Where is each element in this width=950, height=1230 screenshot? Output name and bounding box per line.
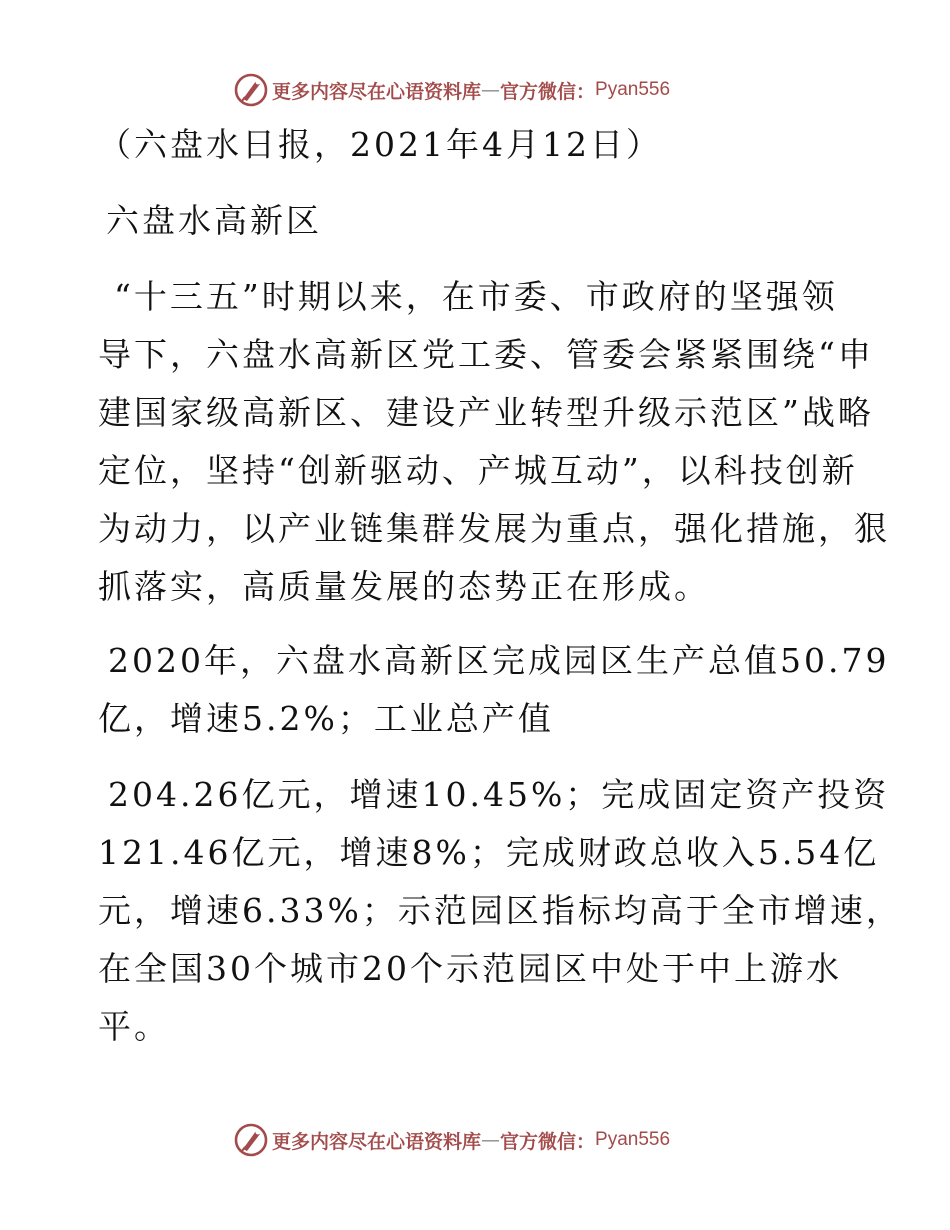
paragraph-2 [98, 632, 890, 748]
paragraph-line: 平。 [98, 1007, 170, 1046]
section-heading [106, 192, 866, 250]
paragraph-line: 定位，坚持“创新驱动、产城互动”，以科技创新 [98, 451, 858, 490]
paragraph-1 [98, 268, 890, 616]
watermark-separator: — [481, 1129, 501, 1151]
quill-pen-logo-icon [234, 73, 268, 107]
paragraph-line: 2020年，六盘水高新区完成园区生产总值50.79 [108, 641, 890, 680]
paragraph-line: 为动力，以产业链集群发展为重点，强化措施，狠 [98, 509, 890, 548]
source-line [98, 116, 858, 174]
paragraph-line: 导下，六盘水高新区党工委、管委会紧紧围绕“申 [98, 335, 874, 374]
footer-watermark [234, 1122, 670, 1158]
watermark-main-text: 更多内容尽在心语资料库 [272, 80, 482, 103]
quill-pen-logo-icon [234, 1123, 268, 1157]
paragraph-line: 元，增速6.33%；示范园区指标均高于全市增速， [98, 891, 902, 930]
paragraph-line: 121.46亿元，增速8%；完成财政总收入5.54亿 [98, 833, 880, 872]
watermark-wechat-id: Pyan556 [595, 1129, 671, 1150]
paragraph-line: 204.26亿元，增速10.45%；完成固定资产投资 [108, 775, 890, 814]
watermark-separator: — [481, 79, 501, 101]
heading-text: 六盘水高新区 [106, 201, 322, 240]
paragraph-line: 在全国30个城市20个示范园区中处于中上游水 [98, 949, 842, 988]
source-line-text: （六盘水日报，2021年4月12日） [98, 125, 662, 164]
watermark-wechat-label: 官方微信： [500, 1130, 596, 1153]
watermark-main-text: 更多内容尽在心语资料库 [272, 1130, 482, 1153]
paragraph-line: “十三五”时期以来，在市委、市政府的坚强领 [114, 277, 838, 316]
watermark-wechat-id: Pyan556 [595, 79, 671, 100]
header-watermark [234, 72, 670, 108]
paragraph-line: 亿，增速5.2%；工业总产值 [98, 699, 554, 738]
paragraph-line: 抓落实，高质量发展的态势正在形成。 [98, 567, 710, 606]
watermark-wechat-label: 官方微信： [500, 80, 596, 103]
paragraph-3 [98, 766, 902, 1056]
paragraph-line: 建国家级高新区、建设产业转型升级示范区”战略 [98, 393, 874, 432]
